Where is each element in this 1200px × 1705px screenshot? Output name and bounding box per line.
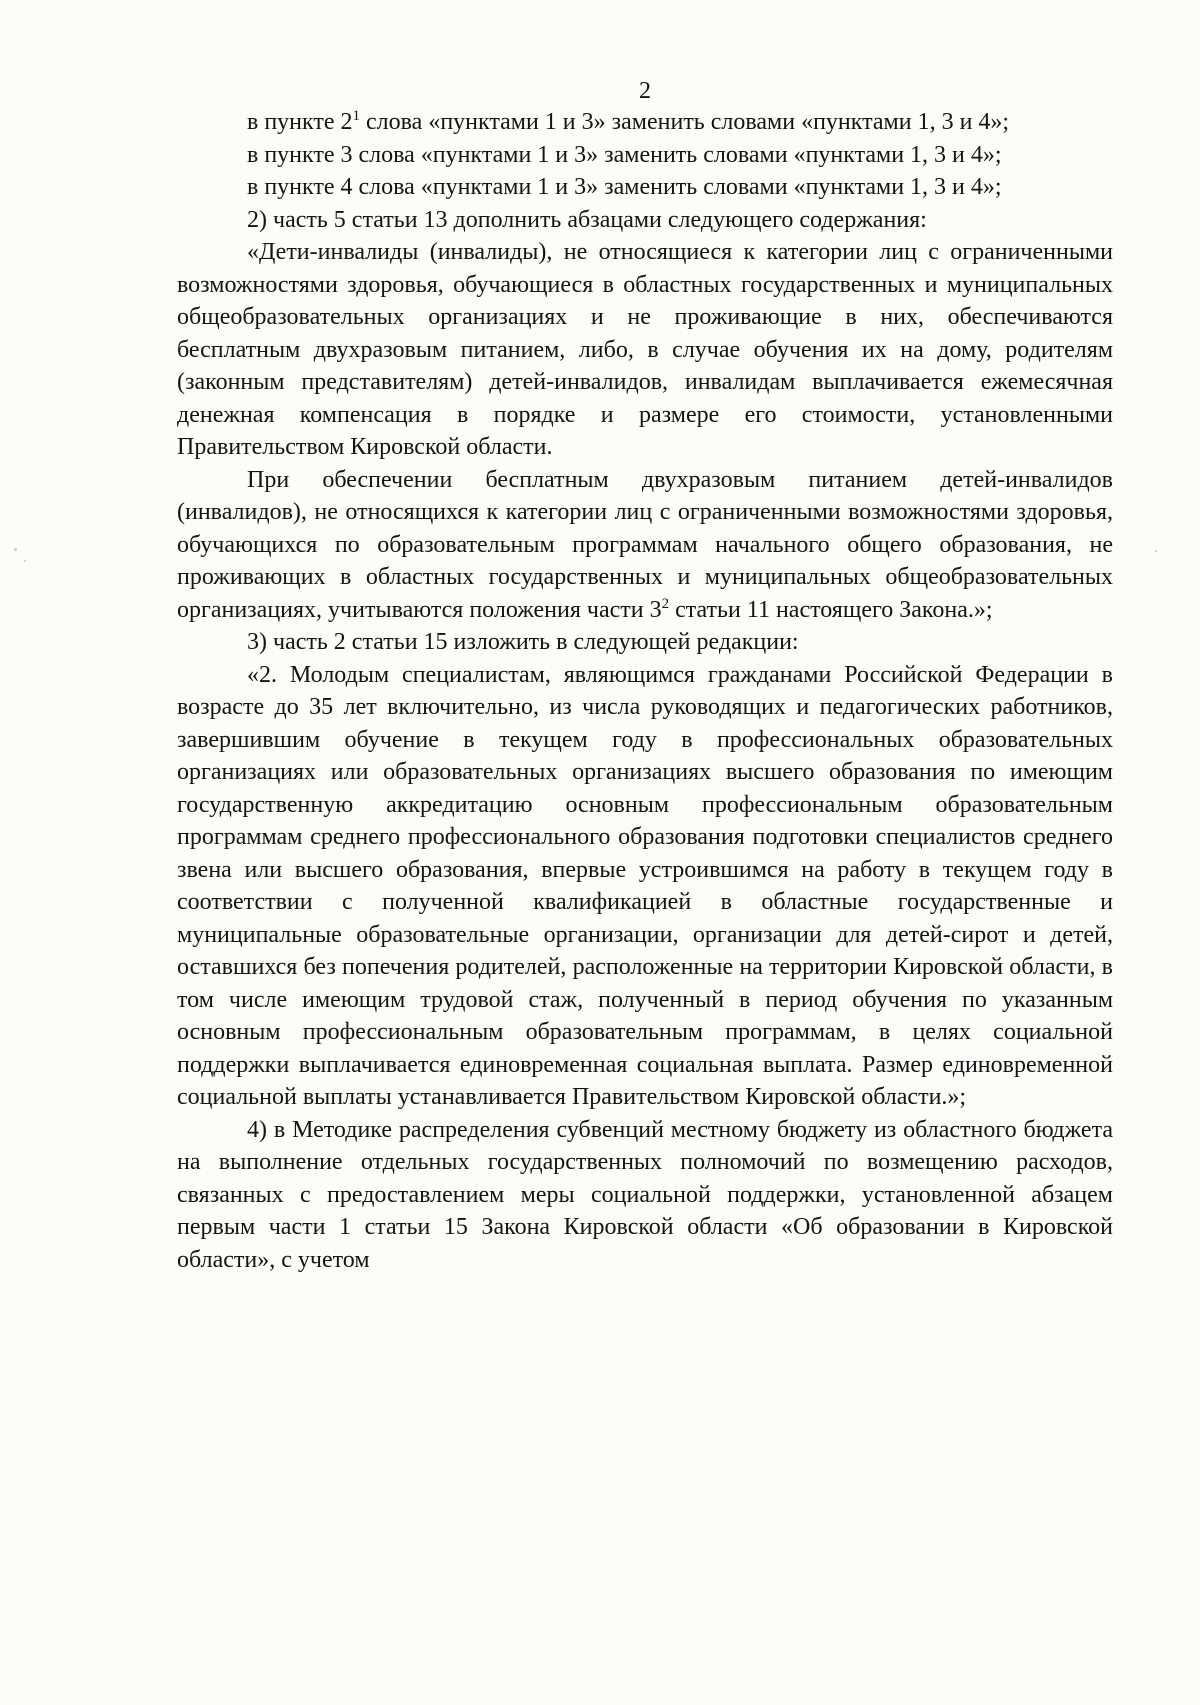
page-number: 2 — [639, 78, 651, 104]
paragraph-p9 — [177, 1114, 1113, 1277]
superscript: 2 — [661, 595, 670, 612]
paragraph-p4 — [177, 204, 1113, 237]
scan-speck — [1155, 550, 1157, 552]
text-segment: в пункте 3 слова «пунктами 1 и 3» заменить словами «пунктами 1, 3 и 4»; — [247, 141, 1002, 168]
paragraph-p2 — [177, 139, 1113, 172]
scan-speck — [14, 548, 17, 551]
text-segment: 4) в Методике распределения субвенций местному бюджету из областного бюджета на выполнение отдельных государственных полномочий по возмещению расходов, связанных с предоставлением меры социальной поддержки, установленной абзацем первым части 1 статьи 15 Закона Кировской области «Об образовании в Кировской области», с учетом — [177, 1116, 1113, 1273]
text-segment: 3) часть 2 статьи 15 изложить в следующей редакции: — [247, 629, 799, 655]
scan-speck — [24, 560, 26, 562]
text-segment: «2. Молодым специалистам, являющимся гражданами Российской Федерации в возрасте до 35 лет включительно, из числа руководящих и педагогических работников, завершившим обучение в текущем году в профессиональных образовательных организациях или образовательных организациях высшего образования по имеющим государственную аккредитацию основным профессиональным образовательным программам среднего профессионального образования подготовки специалистов среднего звена или высшего образования, впервые устроившимся на работу в текущем году в соответствии с полученной квалификацией в областные государственные и муниципальные образовательные организации, организации для детей-сирот и детей, оставшихся без попечения родителей, расположенные на территории Кировской области, в том числе имеющим трудовой стаж, полученный в период обучения по указанным основным профессиональным образовательным программам, в целях социальной поддержки выплачивается единовременная социальная выплата. Размер единовременной социальной выплаты устанавливается Правительством Кировской области.»; — [177, 661, 1113, 1110]
document-body — [177, 78, 1113, 1276]
text-segment: статьи 11 настоящего Закона.»; — [669, 596, 993, 623]
paragraph-p6 — [177, 464, 1113, 627]
text-segment: При обеспечении бесплатным двухразовым питанием детей-инвалидов (инвалидов), не относящихся к категории лиц с ограниченными возможностями здоровья, обучающихся по образовательным программам начального общего образования, не проживающих в областных государственных и муниципальных общеобразовательных организациях, учитываются положения части 3 — [177, 466, 1113, 623]
text-segment: в пункте 2 — [247, 109, 353, 135]
text-segment: «Дети-инвалиды (инвалиды), не относящиеся к категории лиц с ограниченными возможностями здоровья, обучающиеся в областных государственных и муниципальных общеобразовательных организациях и не проживающие в них, обеспечиваются бесплатным двухразовым питанием, либо, в случае обучения их на дому, родителям (законным представителям) детей-инвалидов, инвалидам выплачивается ежемесячная денежная компенсация в порядке и размере его стоимости, установленными Правительством Кировской области. — [177, 239, 1113, 460]
superscript: 1 — [352, 108, 361, 124]
text-segment: в пункте 4 слова «пунктами 1 и 3» заменить словами «пунктами 1, 3 и 4»; — [247, 174, 1002, 200]
paragraph-list — [177, 106, 1113, 1276]
paragraph-p7 — [177, 626, 1113, 659]
text-segment: слова «пунктами 1 и 3» заменить словами «пунктами 1, 3 и 4»; — [360, 109, 1010, 135]
paragraph-p3 — [177, 171, 1113, 204]
paragraph-p5 — [177, 236, 1113, 464]
paragraph-p1 — [177, 106, 1113, 139]
paragraph-p8 — [177, 659, 1113, 1114]
text-segment: 2) часть 5 статьи 13 дополнить абзацами следующего содержания: — [247, 206, 927, 233]
